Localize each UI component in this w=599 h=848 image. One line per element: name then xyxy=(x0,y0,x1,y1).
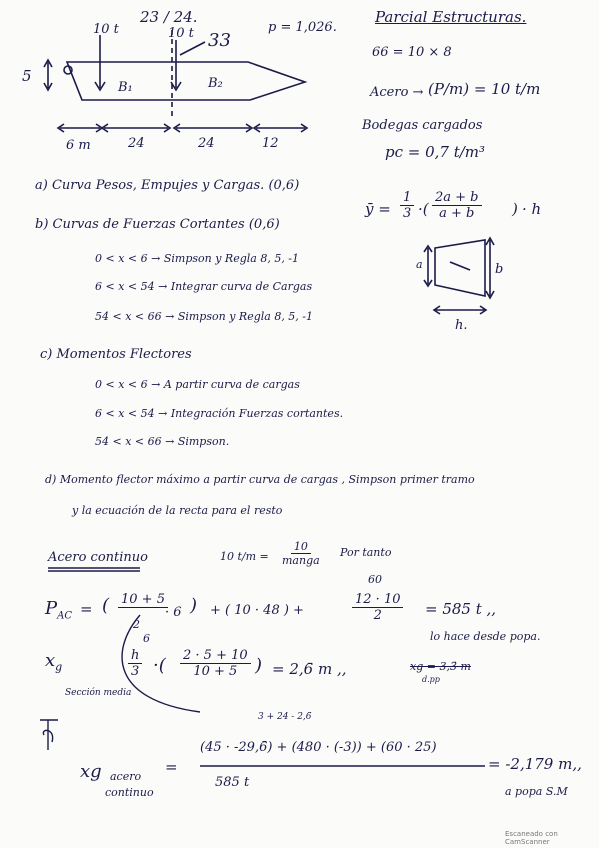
steel-weight: (P/m) = 10 t/m xyxy=(428,80,541,98)
struck-value: xg = 3,3̄ m xyxy=(410,660,471,673)
density: p = 1,026. xyxy=(268,20,337,35)
calc-top: 3 + 24 - 2,6̄ xyxy=(258,712,312,722)
xg-close-paren: ) xyxy=(255,655,263,676)
final-lhs-sub2: continuo xyxy=(105,786,154,799)
length-stern: 12 xyxy=(262,136,279,151)
pac-term1-tail: · 6 xyxy=(165,605,182,620)
item-b-range2: 6 < x < 54 → Integrar curva de Cargas xyxy=(95,280,313,293)
hold-b1: B₁ xyxy=(118,80,133,95)
cargo-density: pc = 0,7 t/m³ xyxy=(385,143,486,161)
sup-six: 6 xyxy=(143,632,150,645)
hold-b2: B₂ xyxy=(208,76,223,91)
sup-two: 2 xyxy=(133,618,140,631)
steel-rate-frac: 10 manga xyxy=(282,540,320,567)
centroid-fraction: $\frac{2a + b}{a + b}$ xyxy=(432,190,482,221)
final-lhs: xg xyxy=(80,761,102,782)
steel-label: Acero → xyxy=(370,85,424,100)
point-label: 33 xyxy=(208,30,231,51)
final-result: = -2,179 m,, xyxy=(488,755,582,773)
struck-sub: d.pp xyxy=(422,675,440,684)
item-c-range1: 0 < x < 6 → A partir curva de cargas xyxy=(95,378,300,391)
pac-close-paren: ) xyxy=(190,595,198,616)
holds-label: Bodegas cargados xyxy=(362,118,483,133)
final-lhs-sub1: acero xyxy=(110,770,142,783)
pac-eq: = xyxy=(80,600,93,618)
xg-h-third: $\frac{h}{3}$ xyxy=(128,648,142,679)
pac-term3: $\frac{12 \cdot 10}{2}$ xyxy=(352,592,403,623)
final-denominator: 585 t xyxy=(215,775,250,790)
item-c-range2: 6 < x < 54 → Integración Fuerzas cortantes. xyxy=(95,407,344,420)
xg-fraction: $\frac{2 \cdot 5 + 10}{10 + 5}$ xyxy=(180,648,251,679)
length-b1: 24 xyxy=(128,136,145,151)
pac-term1: 10 + 5 xyxy=(118,592,168,622)
page-title: Parcial Estructuras. xyxy=(375,8,527,26)
load-right: 10 t xyxy=(168,26,194,41)
ship-dimensions: 66 = 10 × 8 xyxy=(372,45,452,60)
trapezoid-b: b xyxy=(495,262,504,277)
pac-open-paren: ( xyxy=(102,595,110,616)
pac-term3-top: 60 xyxy=(368,573,382,586)
watermark: Escaneado con CamScanner xyxy=(505,830,558,846)
draft-label: 5 xyxy=(22,67,32,85)
centroid-tail: · h xyxy=(522,200,542,218)
final-eq: = xyxy=(165,758,178,776)
final-numerator: (45 · -29,6̄) + (480 · (-3)) + (60 · 25) xyxy=(200,740,437,755)
item-c: c) Momentos Flectores xyxy=(40,347,192,362)
xg-open-paren: ·( xyxy=(153,655,166,676)
popa-note: lo hace desde popa. xyxy=(430,630,541,643)
item-a: a) Curva Pesos, Empujes y Cargas. (0,6) xyxy=(35,178,300,193)
xg-result: = 2,6̄ m ,, xyxy=(272,660,347,678)
item-b-range1: 0 < x < 6 → Simpson y Regla 8, 5, -1 xyxy=(95,252,300,265)
trapezoid-h: h. xyxy=(455,318,468,333)
steel-rate: 10 t/m = xyxy=(220,550,269,563)
centroid-open-paren: ·( xyxy=(418,200,429,218)
pac-lhs: $P_{AC}$ xyxy=(45,598,72,622)
item-d-line2: y la ecuación de la recta para el resto xyxy=(72,504,283,517)
pac-result: = 585 t ,, xyxy=(425,600,497,618)
item-d-line1: d) Momento flector máximo a partir curva de cargas , Simpson primer tramo xyxy=(45,473,475,486)
xg-lhs: $x_g$ xyxy=(45,650,63,674)
item-b-range3: 54 < x < 66 → Simpson y Regla 8, 5, -1 xyxy=(95,310,314,323)
seccion-media: Sección media xyxy=(65,688,132,698)
por-tanto: Por tanto xyxy=(340,546,392,559)
centroid-lhs: ȳ = xyxy=(365,200,391,218)
length-b2: 24 xyxy=(198,136,215,151)
final-note: a popa S.M xyxy=(505,785,568,798)
trapezoid-a: a xyxy=(416,258,423,271)
steel-heading: Acero continuo xyxy=(48,550,148,565)
item-b: b) Curvas de Fuerzas Cortantes (0,6) xyxy=(35,217,280,232)
centroid-third: $\frac{1}{3}$ xyxy=(400,190,414,221)
load-left: 10 t xyxy=(93,22,119,37)
date: 23 / 24. xyxy=(140,8,198,26)
centroid-close-paren: ) xyxy=(512,200,518,218)
length-bow: 6 m xyxy=(66,138,91,153)
pac-term2: + ( 10 · 48 ) + xyxy=(210,603,304,618)
item-c-range3: 54 < x < 66 → Simpson. xyxy=(95,435,230,448)
